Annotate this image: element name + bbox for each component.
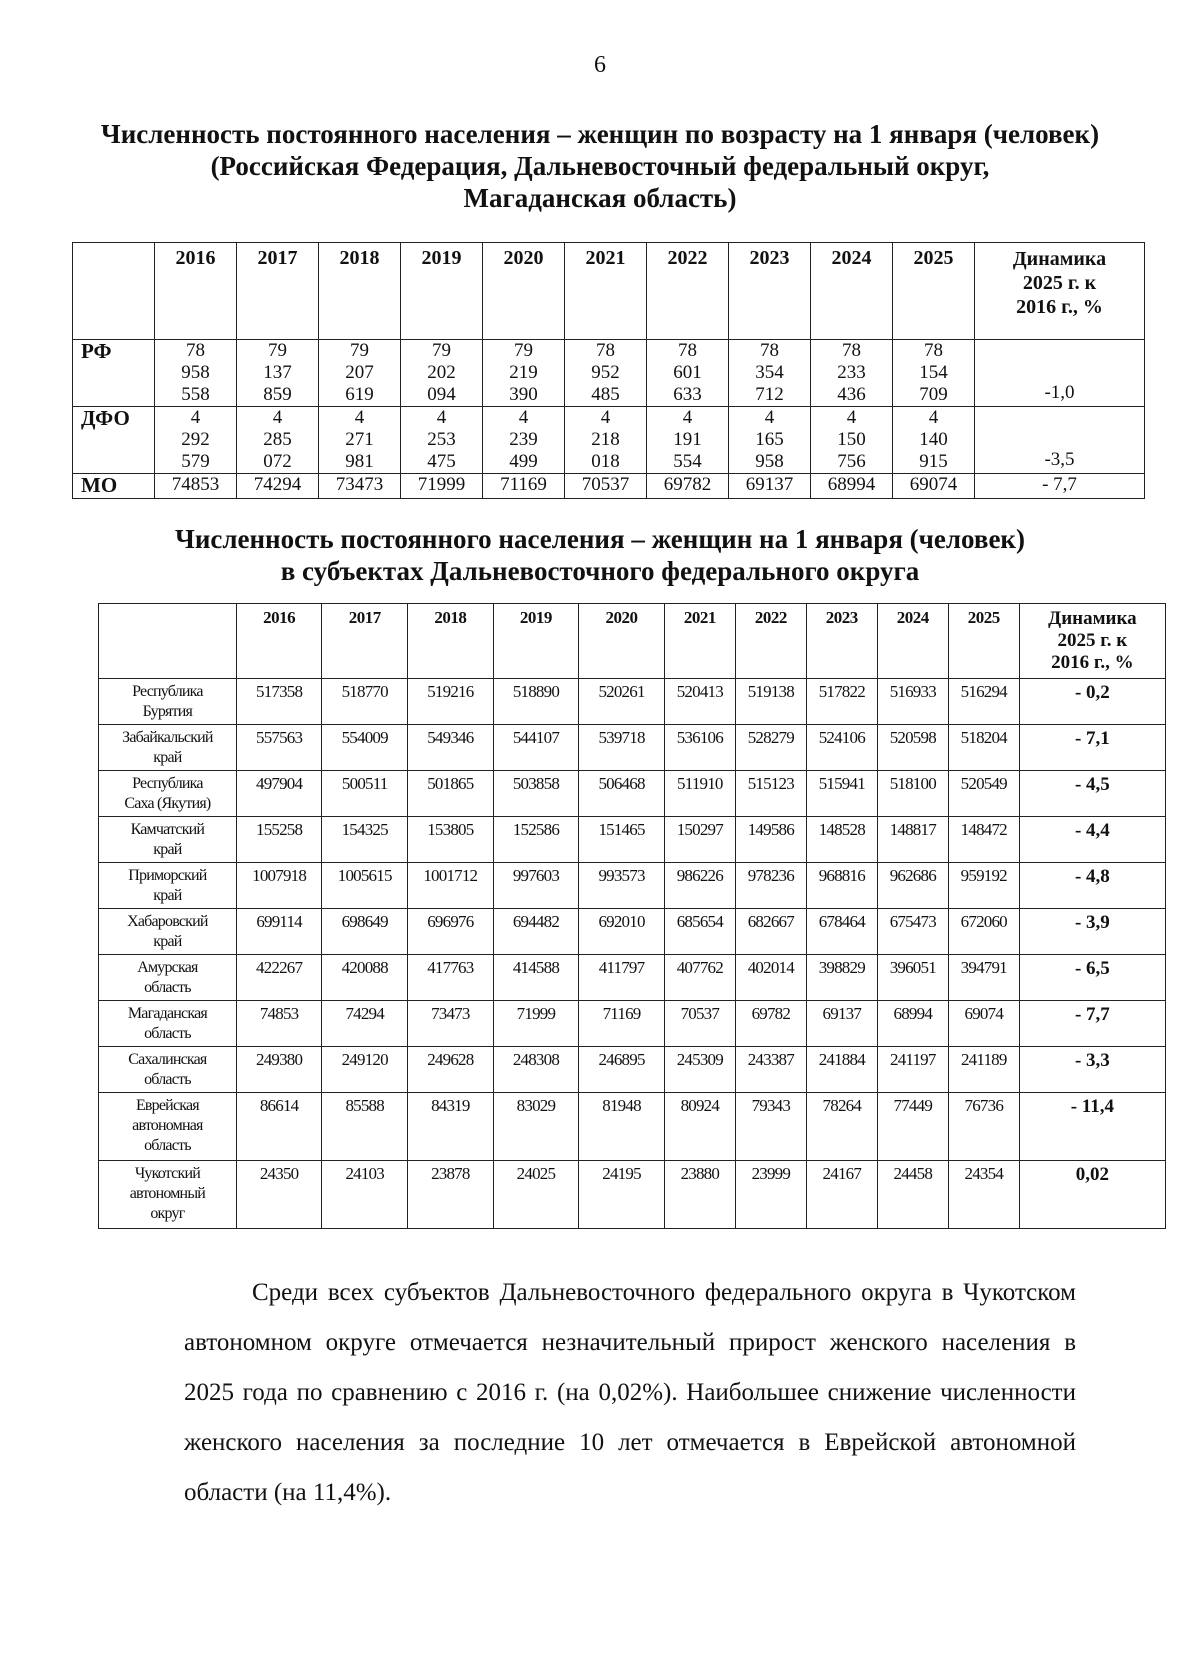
dyn-header-line: 2016 г., %	[1051, 652, 1134, 673]
table2-cell: 682667	[735, 909, 806, 955]
table2-cell: 68994	[877, 1001, 948, 1047]
table2-row	[99, 863, 1166, 909]
table2-row	[99, 679, 1166, 725]
table1-cell: 69137	[729, 474, 811, 499]
table2-cell: 420088	[322, 955, 408, 1001]
table2-cell: 149586	[735, 817, 806, 863]
table2-cell: 152586	[493, 817, 579, 863]
table2-row-label-line: область	[144, 1025, 191, 1042]
table2-row	[99, 771, 1166, 817]
table2-cell: 24350	[236, 1161, 322, 1229]
table2-cell: 516294	[948, 679, 1019, 725]
table2-cell: 155258	[236, 817, 322, 863]
table2-cell: 1005615	[322, 863, 408, 909]
table1-cell: 4 218 018	[565, 407, 647, 474]
table2-cell: 520598	[877, 725, 948, 771]
table1-cell: 4 271 981	[319, 407, 401, 474]
table1-cell: 4 285 072	[237, 407, 319, 474]
table1-cell: 69074	[893, 474, 975, 499]
table2-cell: 84319	[408, 1093, 494, 1161]
table2-cell: 246895	[579, 1047, 665, 1093]
table2-dynamics-cell: - 6,5	[1019, 955, 1165, 1001]
table2-dynamics-header	[1019, 604, 1165, 679]
table1-cell: 4 165 958	[729, 407, 811, 474]
table2-cell: 148817	[877, 817, 948, 863]
table2-row-label-line: Забайкальский	[122, 729, 213, 746]
table1-cell: 78 952 485	[565, 340, 647, 407]
table2-cell: 245309	[664, 1047, 735, 1093]
table2-cell: 539718	[579, 725, 665, 771]
table2-cell: 80924	[664, 1093, 735, 1161]
table2-cell: 24354	[948, 1161, 1019, 1229]
table2-cell: 696976	[408, 909, 494, 955]
table1-row-label: ДФО	[73, 407, 155, 474]
table2-cell: 518100	[877, 771, 948, 817]
table2-row-label-line: Сахалинская	[128, 1051, 207, 1068]
table2-dynamics-cell: - 3,9	[1019, 909, 1165, 955]
table2-cell: 83029	[493, 1093, 579, 1161]
table2-row	[99, 955, 1166, 1001]
table1-year-header: 2019	[401, 243, 483, 340]
table2-dynamics-cell: - 3,3	[1019, 1047, 1165, 1093]
table2-row-label-line: край	[153, 749, 182, 766]
table2-cell: 500511	[322, 771, 408, 817]
table2-cell: 517358	[236, 679, 322, 725]
table1-cell: 78 354 712	[729, 340, 811, 407]
table2-cell: 77449	[877, 1093, 948, 1161]
table2-row-label	[99, 725, 237, 771]
table2-year-header: 2022	[735, 604, 806, 679]
table1-cell: 71999	[401, 474, 483, 499]
table2-year-header: 2016	[236, 604, 322, 679]
table2-row-label-line: Республика	[132, 775, 203, 792]
table1-year-header: 2018	[319, 243, 401, 340]
table2-cell: 394791	[948, 955, 1019, 1001]
table1-cell: 69782	[647, 474, 729, 499]
table1-cell: 4 150 756	[811, 407, 893, 474]
table2-cell: 78264	[806, 1093, 877, 1161]
table2-cell: 978236	[735, 863, 806, 909]
table1-year-header: 2024	[811, 243, 893, 340]
table2-row-label-line: Бурятия	[142, 703, 193, 720]
table2-row-label	[99, 679, 237, 725]
table2-cell: 554009	[322, 725, 408, 771]
table1-cell: 79 137 859	[237, 340, 319, 407]
table2-cell: 24025	[493, 1161, 579, 1229]
table1-cell: 4 292 579	[155, 407, 237, 474]
table2-cell: 516933	[877, 679, 948, 725]
table1-cell: 73473	[319, 474, 401, 499]
table2-cell: 241884	[806, 1047, 877, 1093]
table2-row-label-line: Чукотский	[134, 1165, 200, 1182]
table2-cell: 557563	[236, 725, 322, 771]
table2-cell: 524106	[806, 725, 877, 771]
table2-cell: 501865	[408, 771, 494, 817]
table1-title-line: (Российская Федерация, Дальневосточный федеральный округ,	[210, 151, 990, 181]
table2-cell: 73473	[408, 1001, 494, 1047]
table2-cell: 24167	[806, 1161, 877, 1229]
table1-year-header: 2022	[647, 243, 729, 340]
table2-year-header: 2025	[948, 604, 1019, 679]
table2-row-label	[99, 1093, 237, 1161]
table2-cell: 248308	[493, 1047, 579, 1093]
table1-cell: 4 253 475	[401, 407, 483, 474]
table2-cell: 69782	[735, 1001, 806, 1047]
table2-cell: 69137	[806, 1001, 877, 1047]
table2-title-line: Численность постоянного населения – женщин на 1 января (человек)	[175, 524, 1025, 554]
table2-cell: 154325	[322, 817, 408, 863]
table2-row	[99, 1047, 1166, 1093]
table2-cell: 411797	[579, 955, 665, 1001]
dyn-header-line: 2016 г., %	[1016, 296, 1103, 318]
table2-dynamics-cell: - 4,5	[1019, 771, 1165, 817]
table2-cell: 79343	[735, 1093, 806, 1161]
table2-header-row	[99, 604, 1166, 679]
table2-row	[99, 1001, 1166, 1047]
table2-year-header: 2020	[579, 604, 665, 679]
table2-cell: 417763	[408, 955, 494, 1001]
table2-row-label-line: область	[144, 1137, 191, 1154]
table1-year-header: 2025	[893, 243, 975, 340]
table2-cell: 962686	[877, 863, 948, 909]
table1-title-line: Магаданская область)	[463, 183, 737, 213]
table2-cell: 993573	[579, 863, 665, 909]
table2-cell: 986226	[664, 863, 735, 909]
table2-cell: 528279	[735, 725, 806, 771]
table1-row	[73, 340, 1145, 407]
table2-row-label	[99, 909, 237, 955]
table2-row-label-line: область	[144, 1071, 191, 1088]
table2-corner-cell	[99, 604, 237, 679]
table2-cell: 69074	[948, 1001, 1019, 1047]
table2-cell: 24103	[322, 1161, 408, 1229]
table2-cell: 997603	[493, 863, 579, 909]
table2-cell: 506468	[579, 771, 665, 817]
table2-cell: 74294	[322, 1001, 408, 1047]
table2-row-label	[99, 771, 237, 817]
table2-row	[99, 817, 1166, 863]
table2-cell: 407762	[664, 955, 735, 1001]
table2-row-label	[99, 1047, 237, 1093]
table2-cell: 23878	[408, 1161, 494, 1229]
table2-cell: 544107	[493, 725, 579, 771]
table2-year-header: 2023	[806, 604, 877, 679]
table2-cell: 243387	[735, 1047, 806, 1093]
table2-cell: 515941	[806, 771, 877, 817]
table1-dynamics-header	[975, 243, 1145, 340]
table2-row-label-line: округ	[150, 1205, 185, 1222]
table2-cell: 74853	[236, 1001, 322, 1047]
table2-row-label-line: Еврейская	[135, 1097, 199, 1114]
table2-cell: 685654	[664, 909, 735, 955]
table2-cell: 23880	[664, 1161, 735, 1229]
table2-cell: 71169	[579, 1001, 665, 1047]
table2-row-label-line: край	[153, 841, 182, 858]
table2-cell: 150297	[664, 817, 735, 863]
table1-year-header: 2023	[729, 243, 811, 340]
table2-dynamics-cell: - 7,1	[1019, 725, 1165, 771]
table2-cell: 249628	[408, 1047, 494, 1093]
table2-cell: 396051	[877, 955, 948, 1001]
table2-cell: 519138	[735, 679, 806, 725]
table1-cell: 79 219 390	[483, 340, 565, 407]
table2-row-label	[99, 1001, 237, 1047]
table2-cell: 515123	[735, 771, 806, 817]
table1-cell: 78 154 709	[893, 340, 975, 407]
summary-paragraph: Среди всех субъектов Дальневосточного федерального округа в Чукотском автономном округе отмечается незначительный прирост женского населения в 2025 года по сравнению с 2016 г. (на 0,02%). Наибольшее снижение численности женского населения за последние 10 лет отмечается в Еврейской автономной области (на 11,4%).	[184, 1279, 1076, 1506]
table1-dynamics-cell: -1,0	[975, 340, 1145, 407]
table2-year-header: 2018	[408, 604, 494, 679]
table2-cell: 959192	[948, 863, 1019, 909]
table1-cell: 79 202 094	[401, 340, 483, 407]
table2-row-label	[99, 955, 237, 1001]
table1-corner-cell	[73, 243, 155, 340]
table1-row-label: РФ	[73, 340, 155, 407]
table2-cell: 249380	[236, 1047, 322, 1093]
table2-year-header: 2019	[493, 604, 579, 679]
table2-row	[99, 909, 1166, 955]
table2-cell: 85588	[322, 1093, 408, 1161]
table2-row-label-line: область	[144, 979, 191, 996]
table1-dynamics-cell: -3,5	[975, 407, 1145, 474]
table1-year-header: 2016	[155, 243, 237, 340]
table2-cell: 153805	[408, 817, 494, 863]
table2-cell: 70537	[664, 1001, 735, 1047]
table1-title	[60, 118, 1140, 214]
table1-cell: 79 207 619	[319, 340, 401, 407]
table2-cell: 678464	[806, 909, 877, 955]
table2-subjects-population	[98, 603, 1166, 1229]
table2-row-label-line: Приморский	[128, 867, 207, 884]
dyn-header-line: Динамика	[1012, 248, 1107, 270]
table2-cell: 536106	[664, 725, 735, 771]
table2-cell: 692010	[579, 909, 665, 955]
table2-row-label	[99, 817, 237, 863]
table1-title-line: Численность постоянного населения – женщин по возрасту на 1 января (человек)	[100, 119, 1100, 149]
table1-year-header: 2021	[565, 243, 647, 340]
table1-row-label: МО	[73, 474, 155, 499]
table2-row-label-line: Хабаровский	[127, 913, 208, 930]
table2-row-label-line: Амурская	[137, 959, 198, 976]
table1-dynamics-cell: - 7,7	[975, 474, 1145, 499]
table2-row	[99, 1161, 1166, 1229]
table2-row-label-line: Магаданская	[127, 1005, 207, 1022]
table2-cell: 968816	[806, 863, 877, 909]
table2-year-header: 2017	[322, 604, 408, 679]
table2-dynamics-cell: 0,02	[1019, 1161, 1165, 1229]
table2-cell: 511910	[664, 771, 735, 817]
table2-cell: 694482	[493, 909, 579, 955]
table2-cell: 402014	[735, 955, 806, 1001]
table2-cell: 518770	[322, 679, 408, 725]
table1-cell: 4 239 499	[483, 407, 565, 474]
table2-row-label	[99, 863, 237, 909]
table2-cell: 672060	[948, 909, 1019, 955]
table2-cell: 249120	[322, 1047, 408, 1093]
table2-cell: 148472	[948, 817, 1019, 863]
table2-cell: 24195	[579, 1161, 665, 1229]
table2-dynamics-cell: - 11,4	[1019, 1093, 1165, 1161]
table2-row-label-line: край	[153, 887, 182, 904]
table2-row-label-line: автономная	[132, 1117, 203, 1134]
table2-dynamics-cell: - 0,2	[1019, 679, 1165, 725]
table2-dynamics-cell: - 4,4	[1019, 817, 1165, 863]
table2-cell: 518890	[493, 679, 579, 725]
table2-cell: 23999	[735, 1161, 806, 1229]
table2-cell: 497904	[236, 771, 322, 817]
table1-federation-population	[72, 242, 1145, 499]
table2-row-label-line: Республика	[132, 683, 203, 700]
table1-row	[73, 474, 1145, 499]
table2-cell: 148528	[806, 817, 877, 863]
table2-cell: 520413	[664, 679, 735, 725]
table2-cell: 151465	[579, 817, 665, 863]
table2-row-label-line: Камчатский	[130, 821, 205, 838]
table2-row-label	[99, 1161, 237, 1229]
table2-cell: 398829	[806, 955, 877, 1001]
table2-title-line: в субъектах Дальневосточного федерального округа	[280, 556, 920, 586]
table2-cell: 549346	[408, 725, 494, 771]
table2-cell: 1007918	[236, 863, 322, 909]
page-number: 6	[594, 52, 606, 78]
table2-year-header: 2021	[664, 604, 735, 679]
table1-cell: 78 601 633	[647, 340, 729, 407]
dyn-header-line: 2025 г. к	[1057, 630, 1128, 651]
table2-cell: 241197	[877, 1047, 948, 1093]
table1-cell: 78 958 558	[155, 340, 237, 407]
table2-cell: 71999	[493, 1001, 579, 1047]
table1-header-row	[73, 243, 1145, 340]
table1-cell: 4 140 915	[893, 407, 975, 474]
table1-cell: 68994	[811, 474, 893, 499]
table2-row-label-line: Саха (Якутия)	[124, 795, 211, 812]
table2-cell: 422267	[236, 955, 322, 1001]
table2-cell: 24458	[877, 1161, 948, 1229]
dyn-header-line: Динамика	[1048, 608, 1137, 629]
table2-cell: 699114	[236, 909, 322, 955]
table2-cell: 414588	[493, 955, 579, 1001]
table1-cell: 74294	[237, 474, 319, 499]
table2-cell: 698649	[322, 909, 408, 955]
table1-cell: 71169	[483, 474, 565, 499]
table2-cell: 76736	[948, 1093, 1019, 1161]
table1-cell: 4 191 554	[647, 407, 729, 474]
table2-cell: 81948	[579, 1093, 665, 1161]
table1-cell: 78 233 436	[811, 340, 893, 407]
table1-cell: 74853	[155, 474, 237, 499]
table2-cell: 675473	[877, 909, 948, 955]
table2-cell: 241189	[948, 1047, 1019, 1093]
table1-cell: 70537	[565, 474, 647, 499]
table2-title	[60, 523, 1140, 587]
table2-cell: 518204	[948, 725, 1019, 771]
table1-year-header: 2017	[237, 243, 319, 340]
table2-cell: 520549	[948, 771, 1019, 817]
table2-cell: 519216	[408, 679, 494, 725]
table2-cell: 86614	[236, 1093, 322, 1161]
table2-cell: 520261	[579, 679, 665, 725]
table2-year-header: 2024	[877, 604, 948, 679]
table2-dynamics-cell: - 7,7	[1019, 1001, 1165, 1047]
table2-row	[99, 1093, 1166, 1161]
table1-row	[73, 407, 1145, 474]
table2-cell: 1001712	[408, 863, 494, 909]
table1-year-header: 2020	[483, 243, 565, 340]
table2-row-label-line: край	[153, 933, 182, 950]
table2-row	[99, 725, 1166, 771]
table2-cell: 503858	[493, 771, 579, 817]
table2-row-label-line: автономный	[129, 1185, 206, 1202]
dyn-header-line: 2025 г. к	[1022, 272, 1097, 294]
table2-dynamics-cell: - 4,8	[1019, 863, 1165, 909]
table2-cell: 517822	[806, 679, 877, 725]
